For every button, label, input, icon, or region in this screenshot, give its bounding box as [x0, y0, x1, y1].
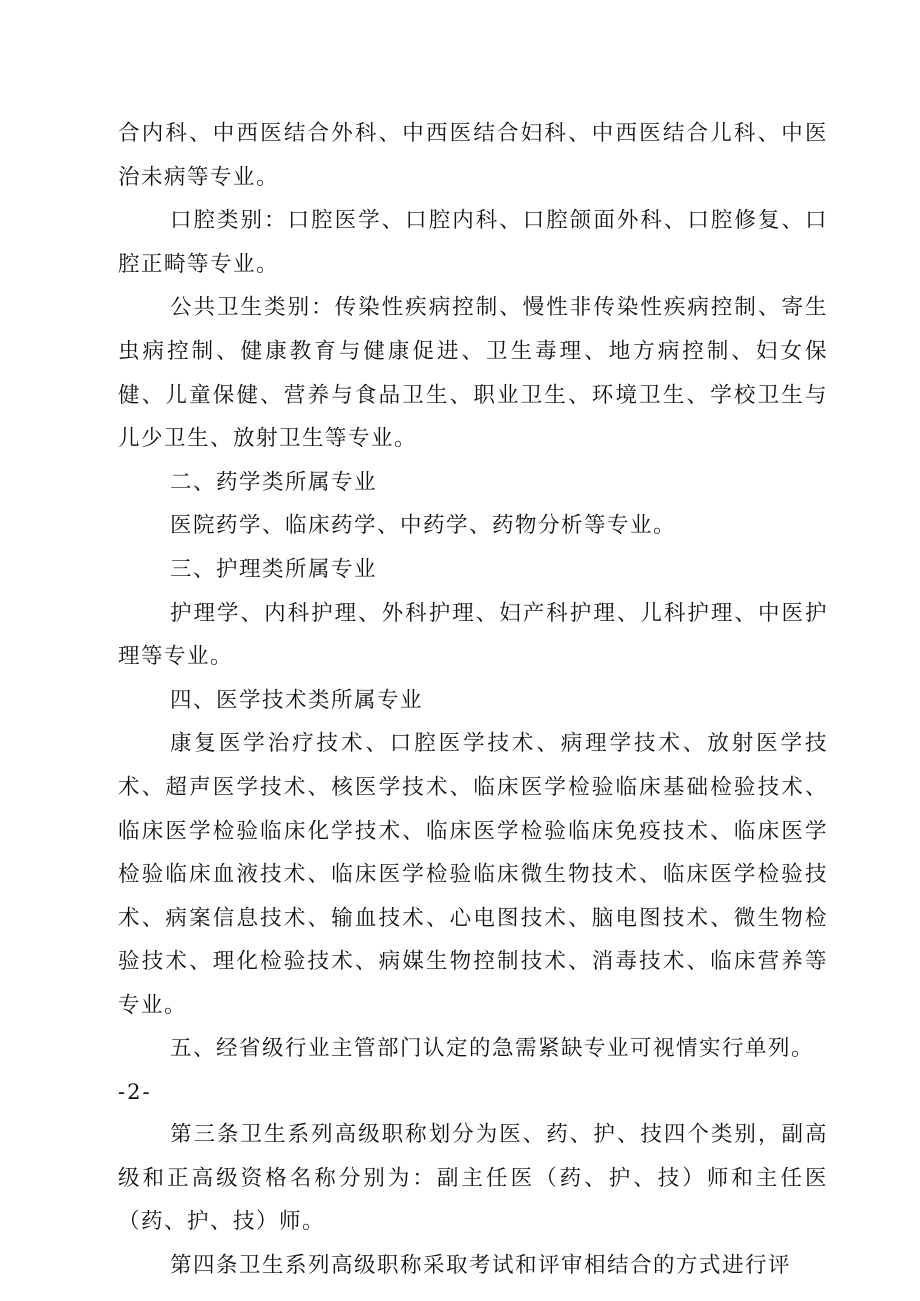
document-page [118, 112, 828, 1287]
heading-nursing: 三、护理类所属专业 [170, 556, 378, 582]
paragraph-article-3: 第三条卫生系列高级职称划分为医、药、护、技四个类别，副高级和正高级资格名称分别为：副主任医（药、护、技）师和主任医（药、护、技）师。 [118, 1122, 828, 1235]
heading-pharmacy: 二、药学类所属专业 [170, 469, 378, 495]
paragraph-continuation: 合内科、中西医结合外科、中西医结合妇科、中西医结合儿科、中医治未病等专业。 [118, 121, 828, 190]
paragraph-medical-technology: 康复医学治疗技术、口腔医学技术、病理学技术、放射医学技术、超声医学技术、核医学技术、临床医学检验临床基础检验技术、临床医学检验临床化学技术、临床医学检验临床免疫技术、临床医学检验临床血液技术、临床医学检验临床微生物技术、临床医学检验技术、病案信息技术、输血技术、心电图技术、脑电图技术、微生物检验技术、理化检验技术、病媒生物控制技术、消毒技术、临床营养等专业。 [118, 731, 828, 1018]
paragraph-public-health: 公共卫生类别：传染性疾病控制、慢性非传染性疾病控制、寄生虫病控制、健康教育与健康促进、卫生毒理、地方病控制、妇女保健、儿童保健、营养与食品卫生、职业卫生、环境卫生、学校卫生与儿少卫生、放射卫生等专业。 [118, 295, 828, 452]
paragraph-nursing: 护理学、内科护理、外科护理、妇产科护理、儿科护理、中医护理等专业。 [118, 600, 828, 670]
paragraph-article-4: 第四条卫生系列高级职称采取考试和评审相结合的方式进行评 [170, 1252, 792, 1278]
paragraph-pharmacy: 医院药学、临床药学、中药学、药物分析等专业。 [170, 513, 677, 539]
heading-medical-technology: 四、医学技术类所属专业 [170, 687, 424, 713]
paragraph-shortage-specialties: 五、经省级行业主管部门认定的急需紧缺专业可视情实行单列。 [170, 1036, 815, 1062]
paragraph-stomatology: 口腔类别：口腔医学、口腔内科、口腔颌面外科、口腔修复、口腔正畸等专业。 [118, 208, 828, 277]
page-number: -2- [118, 1080, 152, 1105]
